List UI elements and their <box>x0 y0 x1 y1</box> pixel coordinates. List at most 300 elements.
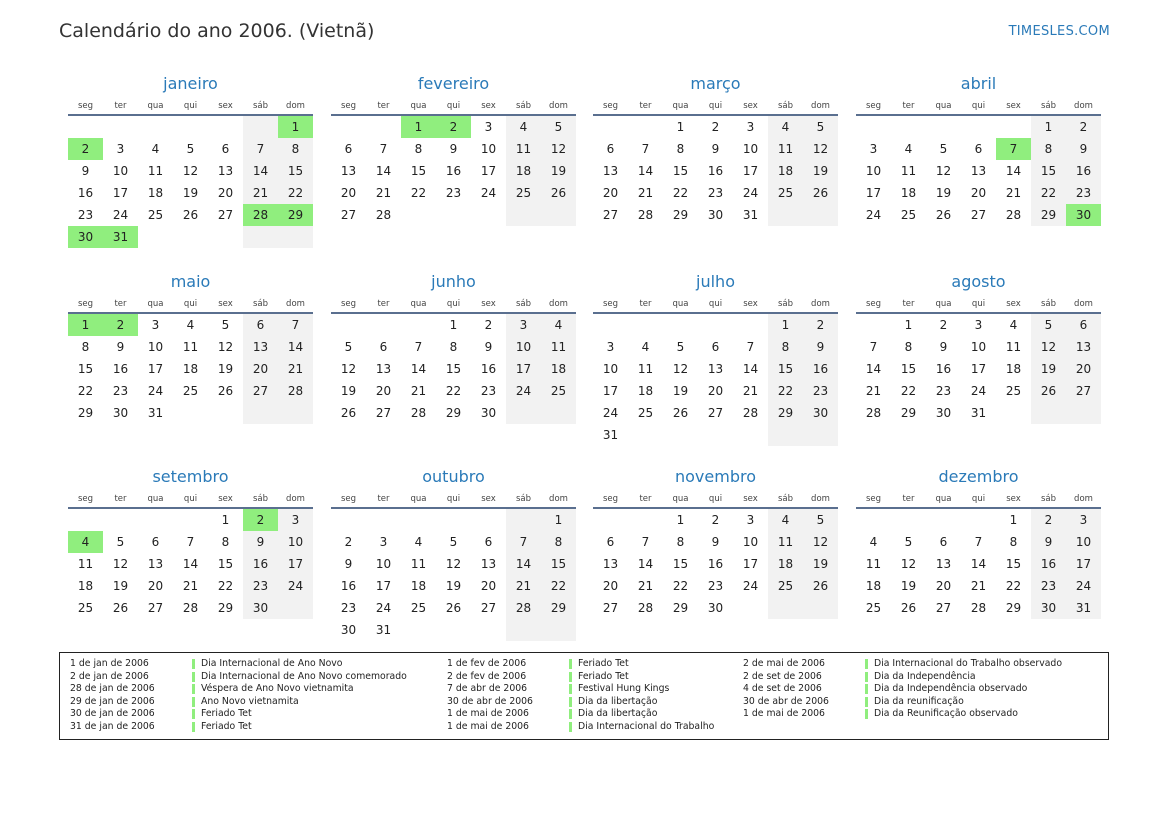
day-cell: 9 <box>1066 138 1101 160</box>
weekday-label: sex <box>743 494 758 504</box>
day-cell: 14 <box>865 362 882 376</box>
empty-day-cell <box>331 314 366 336</box>
empty-day-cell <box>541 402 576 424</box>
day-cell: 6 <box>243 314 278 336</box>
day-cell: 8 <box>449 340 458 354</box>
day-cell: 20 <box>375 384 392 398</box>
day-cell: 5 <box>803 509 838 531</box>
day-cell: 30 <box>243 597 278 619</box>
weekday-label: qui <box>708 299 723 309</box>
day-cell: 13 <box>602 557 619 571</box>
weekday-label: ter <box>639 299 652 309</box>
empty-day-cell <box>173 116 208 138</box>
weekday-label: qua <box>147 494 164 504</box>
week-row <box>856 597 1101 619</box>
legend-marker <box>192 684 195 694</box>
day-cell: 27 <box>480 601 497 615</box>
day-cell: 1 <box>768 314 803 336</box>
day-cell: 21 <box>375 186 392 200</box>
day-cell: 24 <box>970 384 987 398</box>
day-cell: 26 <box>112 601 129 615</box>
week-row <box>68 116 313 138</box>
month-title: setembro <box>152 467 229 486</box>
day-cell: 8 <box>221 535 230 549</box>
day-cell: 7 <box>186 535 195 549</box>
day-cell: 24 <box>375 601 392 615</box>
day-cell: 29 <box>541 597 576 619</box>
day-cell: 19 <box>1031 358 1066 380</box>
week-row <box>856 160 1101 182</box>
day-cell: 26 <box>803 182 838 204</box>
day-cell: 15 <box>768 358 803 380</box>
legend-marker <box>569 659 572 669</box>
day-cell: 28 <box>1005 208 1022 222</box>
day-cell: 13 <box>375 362 392 376</box>
day-cell: 15 <box>672 557 689 571</box>
legend-item <box>447 696 714 709</box>
day-cell: 11 <box>1005 340 1022 354</box>
empty-day-cell <box>593 509 628 531</box>
day-cell: 12 <box>541 138 576 160</box>
weekday-label: seg <box>602 299 619 309</box>
day-cell: 25 <box>865 601 882 615</box>
month-agosto <box>856 270 1101 424</box>
month-title: março <box>690 74 741 93</box>
day-cell: 14 <box>375 164 392 178</box>
day-cell: 18 <box>77 579 94 593</box>
day-cell: 3 <box>506 314 541 336</box>
holiday-legend <box>59 652 1109 740</box>
day-cell: 20 <box>935 579 952 593</box>
weekday-label: sex <box>481 494 496 504</box>
empty-day-cell <box>103 509 138 531</box>
day-cell: 9 <box>711 142 720 156</box>
holiday-day-cell: 2 <box>436 116 471 138</box>
day-cell: 7 <box>869 340 878 354</box>
weekday-label: sáb <box>1040 299 1057 309</box>
day-cell: 27 <box>970 208 987 222</box>
day-cell: 11 <box>637 362 654 376</box>
day-cell: 18 <box>768 553 803 575</box>
week-row <box>856 138 1101 160</box>
day-cell: 15 <box>1005 557 1022 571</box>
day-cell: 9 <box>1031 531 1066 553</box>
day-cell: 25 <box>506 182 541 204</box>
day-cell: 5 <box>221 318 230 332</box>
day-cell: 17 <box>865 186 882 200</box>
week-row <box>593 160 838 182</box>
day-cell: 8 <box>904 340 913 354</box>
week-row <box>593 380 838 402</box>
day-cell: 11 <box>768 531 803 553</box>
day-cell: 5 <box>541 116 576 138</box>
legend-holiday-name: Dia da Independência observado <box>874 683 1028 695</box>
day-cell: 16 <box>935 362 952 376</box>
legend-marker <box>569 722 572 732</box>
empty-day-cell <box>891 116 926 138</box>
weekday-label: sex <box>218 101 233 111</box>
day-cell: 8 <box>676 535 685 549</box>
week-row <box>68 204 313 226</box>
legend-date: 1 de jan de 2006 <box>70 658 149 669</box>
day-cell: 9 <box>116 340 125 354</box>
weekday-label: sáb <box>252 299 269 309</box>
weekday-label: dom <box>1074 494 1093 504</box>
empty-day-cell <box>803 424 838 446</box>
holiday-day-cell: 28 <box>243 204 278 226</box>
day-cell: 26 <box>340 406 357 420</box>
empty-day-cell <box>436 204 471 226</box>
empty-day-cell <box>506 509 541 531</box>
legend-holiday-name: Dia da libertação <box>578 708 658 720</box>
day-cell: 23 <box>1031 575 1066 597</box>
day-cell: 6 <box>1066 314 1101 336</box>
day-cell: 17 <box>480 164 497 178</box>
weekday-label: qua <box>935 101 952 111</box>
week-row <box>856 509 1101 531</box>
week-row <box>331 619 576 641</box>
legend-item <box>743 658 1062 671</box>
holiday-day-cell: 1 <box>401 116 436 138</box>
holiday-day-cell: 2 <box>68 138 103 160</box>
week-row <box>856 531 1101 553</box>
week-row <box>593 138 838 160</box>
legend-holiday-name: Feriado Tet <box>201 720 252 732</box>
legend-marker <box>192 709 195 719</box>
week-row <box>331 380 576 402</box>
weekday-header <box>856 296 1101 314</box>
day-cell: 5 <box>803 116 838 138</box>
day-cell: 30 <box>707 208 724 222</box>
weekday-label: dom <box>811 494 830 504</box>
day-cell: 12 <box>340 362 357 376</box>
day-cell: 7 <box>974 535 983 549</box>
day-cell: 15 <box>278 160 313 182</box>
empty-day-cell <box>926 509 961 531</box>
day-cell: 10 <box>970 340 987 354</box>
day-cell: 26 <box>803 575 838 597</box>
day-cell: 14 <box>506 553 541 575</box>
day-cell: 8 <box>81 340 90 354</box>
week-row <box>593 182 838 204</box>
day-cell: 19 <box>803 160 838 182</box>
month-outubro <box>331 465 576 641</box>
day-cell: 17 <box>375 579 392 593</box>
day-cell: 28 <box>742 406 759 420</box>
weekday-label: qua <box>672 494 689 504</box>
weekday-label: sáb <box>515 101 532 111</box>
day-cell: 19 <box>445 579 462 593</box>
day-cell: 28 <box>865 406 882 420</box>
day-cell: 24 <box>112 208 129 222</box>
week-row <box>68 597 313 619</box>
day-cell: 11 <box>77 557 94 571</box>
day-cell: 10 <box>147 340 164 354</box>
day-cell: 20 <box>602 186 619 200</box>
day-cell: 30 <box>340 623 357 637</box>
weekday-label: sex <box>218 494 233 504</box>
day-cell: 27 <box>707 406 724 420</box>
empty-day-cell <box>173 509 208 531</box>
day-cell: 22 <box>410 186 427 200</box>
day-cell: 3 <box>278 509 313 531</box>
empty-day-cell <box>891 509 926 531</box>
day-cell: 3 <box>151 318 160 332</box>
legend-date: 31 de jan de 2006 <box>70 720 155 732</box>
empty-day-cell <box>471 619 506 641</box>
legend-column <box>70 658 407 734</box>
day-cell: 21 <box>278 358 313 380</box>
day-cell: 23 <box>480 384 497 398</box>
day-cell: 28 <box>278 380 313 402</box>
day-cell: 14 <box>970 557 987 571</box>
weekday-label: sex <box>1006 494 1021 504</box>
day-cell: 28 <box>410 406 427 420</box>
empty-day-cell <box>733 424 768 446</box>
day-cell: 11 <box>147 164 164 178</box>
day-cell: 22 <box>672 579 689 593</box>
day-cell: 29 <box>672 601 689 615</box>
legend-date: 28 de jan de 2006 <box>70 683 155 695</box>
legend-marker <box>569 684 572 694</box>
month-title: junho <box>431 272 476 291</box>
day-cell: 5 <box>449 535 458 549</box>
empty-day-cell <box>401 204 436 226</box>
day-cell: 12 <box>445 557 462 571</box>
month-março <box>593 72 838 226</box>
day-cell: 2 <box>711 513 720 527</box>
day-cell: 16 <box>707 164 724 178</box>
empty-day-cell <box>856 116 891 138</box>
week-row <box>593 204 838 226</box>
empty-day-cell <box>243 402 278 424</box>
weekday-label: seg <box>77 494 94 504</box>
day-cell: 14 <box>182 557 199 571</box>
weekday-label: seg <box>865 299 882 309</box>
week-row <box>68 336 313 358</box>
weekday-label: sáb <box>252 494 269 504</box>
empty-day-cell <box>768 204 803 226</box>
legend-item <box>70 696 407 709</box>
day-cell: 3 <box>974 318 983 332</box>
day-cell: 9 <box>803 336 838 358</box>
day-cell: 19 <box>112 579 129 593</box>
brand-link[interactable]: TIMESLES.COM <box>1008 24 1110 39</box>
day-cell: 22 <box>1005 579 1022 593</box>
empty-day-cell <box>663 314 698 336</box>
day-cell: 15 <box>541 553 576 575</box>
weekday-label: sex <box>481 101 496 111</box>
day-cell: 15 <box>410 164 427 178</box>
weekday-label: qua <box>410 494 427 504</box>
day-cell: 24 <box>1066 575 1101 597</box>
day-cell: 16 <box>480 362 497 376</box>
day-cell: 12 <box>900 557 917 571</box>
day-cell: 19 <box>803 553 838 575</box>
day-cell: 23 <box>243 575 278 597</box>
day-cell: 24 <box>742 579 759 593</box>
legend-holiday-name: Festival Hung Kings <box>578 683 670 695</box>
month-title: dezembro <box>938 467 1019 486</box>
day-cell: 22 <box>541 575 576 597</box>
empty-day-cell <box>278 402 313 424</box>
day-cell: 6 <box>606 142 615 156</box>
day-cell: 10 <box>278 531 313 553</box>
week-row <box>856 336 1101 358</box>
day-cell: 15 <box>445 362 462 376</box>
day-cell: 5 <box>116 535 125 549</box>
day-cell: 8 <box>278 138 313 160</box>
empty-day-cell <box>173 226 208 248</box>
holiday-day-cell: 30 <box>68 226 103 248</box>
weekday-label: qua <box>672 299 689 309</box>
legend-holiday-name: Dia da reunificação <box>874 695 964 707</box>
week-row <box>68 314 313 336</box>
day-cell: 18 <box>541 358 576 380</box>
day-cell: 1 <box>676 513 685 527</box>
day-cell: 4 <box>768 509 803 531</box>
legend-marker <box>865 709 868 719</box>
legend-holiday-name: Véspera de Ano Novo vietnamita <box>201 683 354 695</box>
day-cell: 28 <box>182 601 199 615</box>
day-cell: 18 <box>410 579 427 593</box>
weekday-label: sex <box>743 299 758 309</box>
weekday-label: ter <box>114 101 127 111</box>
empty-day-cell <box>506 402 541 424</box>
weekday-label: qui <box>971 494 986 504</box>
day-cell: 24 <box>278 575 313 597</box>
day-cell: 2 <box>803 314 838 336</box>
weekday-label: qui <box>708 494 723 504</box>
day-cell: 11 <box>865 557 882 571</box>
day-cell: 21 <box>970 579 987 593</box>
weekday-label: ter <box>377 101 390 111</box>
day-cell: 5 <box>186 142 195 156</box>
weekday-label: sex <box>1006 101 1021 111</box>
day-cell: 29 <box>900 406 917 420</box>
weekday-label: seg <box>340 299 357 309</box>
day-cell: 21 <box>637 579 654 593</box>
legend-date: 4 de set de 2006 <box>743 683 822 695</box>
day-cell: 15 <box>1031 160 1066 182</box>
week-row <box>593 402 838 424</box>
day-cell: 12 <box>803 138 838 160</box>
day-cell: 31 <box>742 208 759 222</box>
day-cell: 21 <box>1005 186 1022 200</box>
week-row <box>593 424 838 446</box>
week-row <box>856 116 1101 138</box>
week-row <box>331 182 576 204</box>
day-cell: 6 <box>606 535 615 549</box>
day-cell: 19 <box>541 160 576 182</box>
day-cell: 2 <box>711 120 720 134</box>
legend-column <box>743 658 1062 721</box>
weekday-label: ter <box>902 101 915 111</box>
empty-day-cell <box>733 597 768 619</box>
month-fevereiro <box>331 72 576 226</box>
weekday-label: seg <box>340 494 357 504</box>
day-cell: 9 <box>939 340 948 354</box>
legend-item <box>447 683 714 696</box>
holiday-day-cell: 2 <box>103 314 138 336</box>
day-cell: 10 <box>506 336 541 358</box>
weekday-label: sáb <box>777 101 794 111</box>
day-cell: 9 <box>711 535 720 549</box>
month-dezembro <box>856 465 1101 619</box>
day-cell: 29 <box>1005 601 1022 615</box>
empty-day-cell <box>803 204 838 226</box>
day-cell: 14 <box>637 164 654 178</box>
day-cell: 25 <box>77 601 94 615</box>
day-cell: 5 <box>939 142 948 156</box>
empty-day-cell <box>366 314 401 336</box>
weekday-label: qui <box>446 101 461 111</box>
day-cell: 1 <box>1009 513 1018 527</box>
empty-day-cell <box>733 314 768 336</box>
weekday-label: qui <box>183 101 198 111</box>
empty-day-cell <box>208 402 243 424</box>
day-cell: 20 <box>340 186 357 200</box>
day-cell: 27 <box>602 208 619 222</box>
week-row <box>331 116 576 138</box>
day-cell: 1 <box>221 513 230 527</box>
day-cell: 18 <box>768 160 803 182</box>
day-cell: 18 <box>182 362 199 376</box>
legend-marker <box>569 697 572 707</box>
day-cell: 3 <box>869 142 878 156</box>
weekday-label: ter <box>902 494 915 504</box>
day-cell: 8 <box>541 531 576 553</box>
day-cell: 30 <box>480 406 497 420</box>
day-cell: 11 <box>541 336 576 358</box>
weekday-label: dom <box>286 494 305 504</box>
day-cell: 7 <box>379 142 388 156</box>
page-title: Calendário do ano 2006. (Vietnã) <box>59 20 375 42</box>
day-cell: 13 <box>970 164 987 178</box>
day-cell: 25 <box>147 208 164 222</box>
day-cell: 2 <box>484 318 493 332</box>
empty-day-cell <box>698 314 733 336</box>
month-junho <box>331 270 576 424</box>
day-cell: 17 <box>506 358 541 380</box>
empty-day-cell <box>593 116 628 138</box>
day-cell: 13 <box>480 557 497 571</box>
weekday-label: ter <box>639 494 652 504</box>
weekday-label: sáb <box>515 494 532 504</box>
day-cell: 7 <box>278 314 313 336</box>
day-cell: 29 <box>217 601 234 615</box>
day-cell: 25 <box>1005 384 1022 398</box>
weekday-label: seg <box>77 299 94 309</box>
weekday-label: qui <box>971 101 986 111</box>
day-cell: 28 <box>637 208 654 222</box>
day-cell: 18 <box>506 160 541 182</box>
week-row <box>331 597 576 619</box>
weekday-label: sáb <box>1040 101 1057 111</box>
day-cell: 9 <box>243 531 278 553</box>
day-cell: 4 <box>1009 318 1018 332</box>
legend-column <box>447 658 714 734</box>
weekday-label: sáb <box>777 299 794 309</box>
day-cell: 4 <box>414 535 423 549</box>
empty-day-cell <box>68 509 103 531</box>
week-row <box>68 182 313 204</box>
day-cell: 22 <box>445 384 462 398</box>
day-cell: 5 <box>344 340 353 354</box>
holiday-day-cell: 29 <box>278 204 313 226</box>
day-cell: 28 <box>637 601 654 615</box>
day-cell: 22 <box>900 384 917 398</box>
